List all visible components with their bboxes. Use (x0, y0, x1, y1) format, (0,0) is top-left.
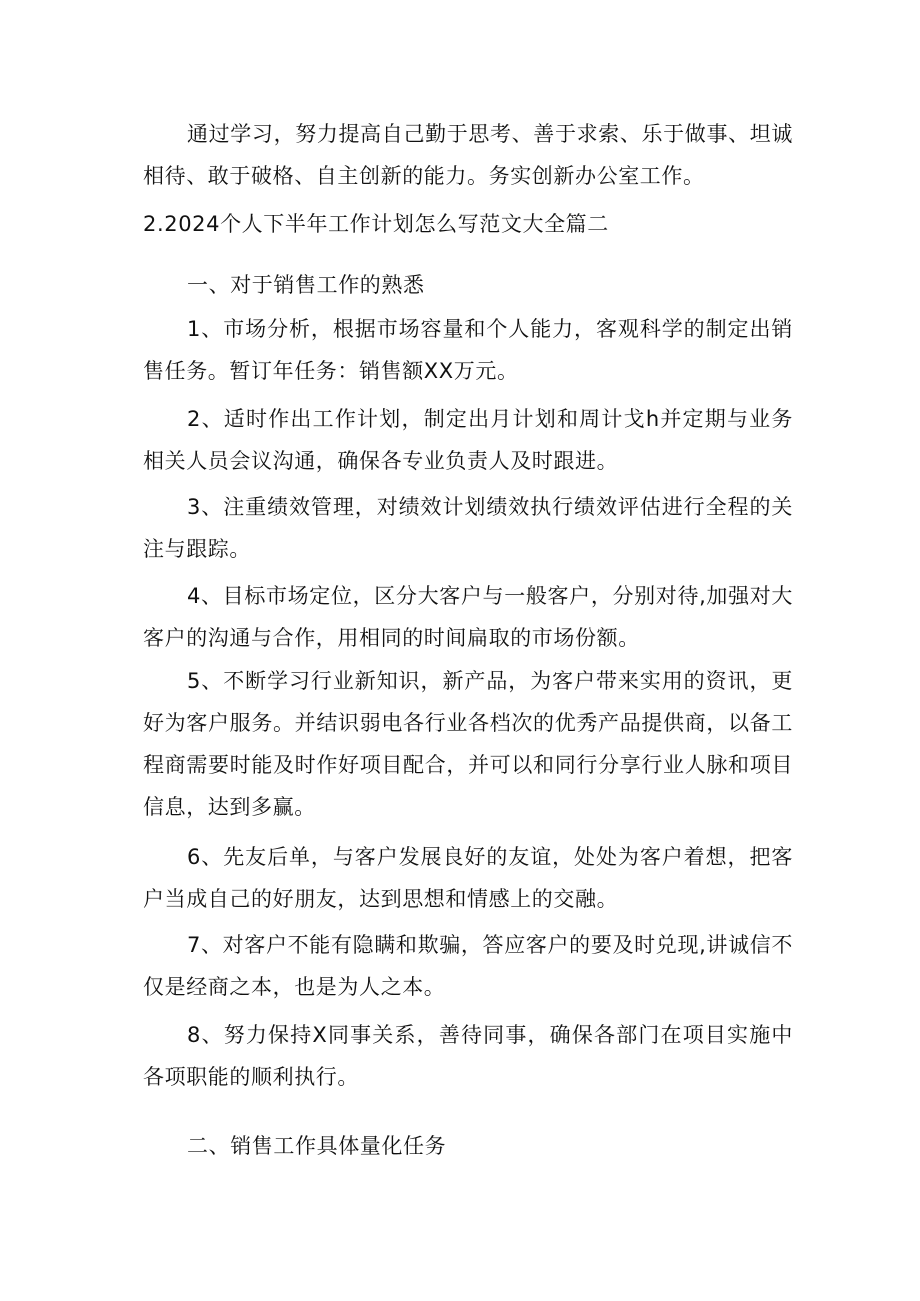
section-one-heading: 一、对于销售工作的熟悉 (187, 273, 425, 297)
list-item-8: 8、努力保持X同事关系，善待同事，确保各部门在项目实施中各项职能的顺利执行。 (143, 1023, 793, 1089)
list-item-4: 4、目标市场定位，区分大客户与一般客户，分别对待,加强对大客户的沟通与合作，用相同的时间扁取的市场份额。 (143, 584, 793, 650)
article-title: 2.2024个人下半年工作计划怎么写范文大全篇二 (143, 212, 609, 236)
list-item-5: 5、不断学习行业新知识，新产品，为客户带来实用的资讯，更好为客户服务。并结识弱电各行业各档次的优秀产品提供商，以备工程商需要时能及时作好项目配合，并可以和同行分享行业人脉和项目信息，达到多赢。 (143, 669, 793, 819)
list-item-1: 1、市场分析，根据市场容量和个人能力，客观科学的制定出销售任务。暂订年任务：销售额XX万元。 (143, 317, 793, 383)
section-two-heading: 二、销售工作具体量化任务 (187, 1134, 447, 1158)
list-item-7: 7、对客户不能有隐瞒和欺骗，答应客户的要及时兑现,讲诚信不仅是经商之本，也是为人之本。 (143, 933, 793, 999)
list-item-6: 6、先友后单，与客户发展良好的友谊，处处为客户着想，把客户当成自己的好朋友，达到思想和情感上的交融。 (143, 845, 793, 911)
list-item-3: 3、注重绩效管理，对绩效计划绩效执行绩效评估进行全程的关注与跟踪。 (143, 495, 793, 561)
list-item-2: 2、适时作出工作计划，制定出月计划和周计戈h并定期与业务相关人员会议沟通，确保各专业负责人及时跟进。 (143, 407, 793, 473)
intro-paragraph: 通过学习，努力提高自己勤于思考、善于求索、乐于做事、坦诚相待、敢于破格、自主创新的能力。务实创新办公室工作。 (143, 122, 793, 188)
